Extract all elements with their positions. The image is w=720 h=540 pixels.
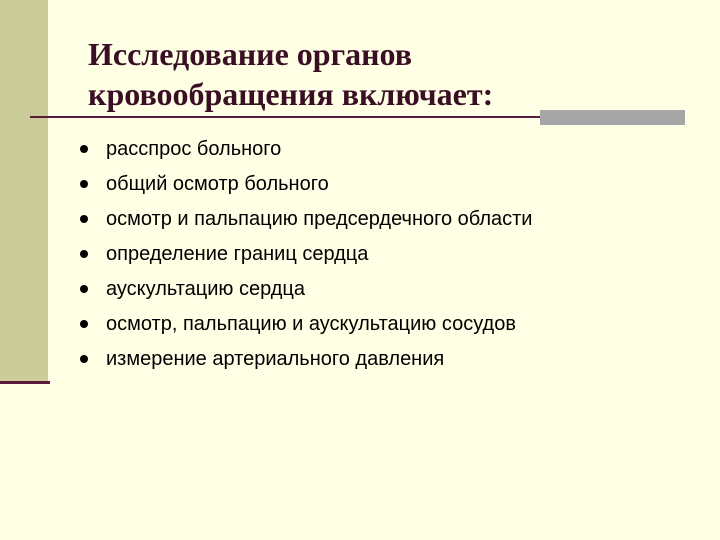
title-line-2: кровообращения включает: bbox=[88, 76, 494, 112]
bullet-icon bbox=[80, 215, 88, 223]
bullet-icon bbox=[80, 320, 88, 328]
bullet-item bbox=[78, 272, 532, 307]
title-line-1: Исследование органов bbox=[88, 36, 413, 72]
side-rule bbox=[0, 381, 50, 384]
bullet-text: аускультацию сердца bbox=[106, 278, 306, 300]
bullet-icon bbox=[80, 250, 88, 258]
bullet-list bbox=[78, 132, 532, 377]
bullet-item bbox=[78, 132, 532, 167]
bullet-text: общий осмотр больного bbox=[106, 173, 329, 195]
bullet-item bbox=[78, 342, 532, 377]
bullet-text: осмотр, пальпацию и аускультацию сосудов bbox=[106, 313, 516, 335]
bullet-item bbox=[78, 167, 532, 202]
bullet-icon bbox=[80, 145, 88, 153]
bullet-text: осмотр и пальпацию предсердечного области bbox=[106, 208, 533, 230]
bullet-item bbox=[78, 307, 532, 342]
side-band bbox=[0, 0, 48, 384]
bullet-item bbox=[78, 237, 532, 272]
slide-title bbox=[88, 34, 688, 114]
bullet-icon bbox=[80, 355, 88, 363]
bullet-item bbox=[78, 202, 532, 237]
title-accent-bar bbox=[540, 110, 685, 125]
bullet-icon bbox=[80, 180, 88, 188]
bullet-text: измерение артериального давления bbox=[106, 348, 445, 370]
bullet-text: определение границ сердца bbox=[106, 243, 369, 265]
bullet-icon bbox=[80, 285, 88, 293]
bullet-text: расспрос больного bbox=[106, 138, 282, 160]
